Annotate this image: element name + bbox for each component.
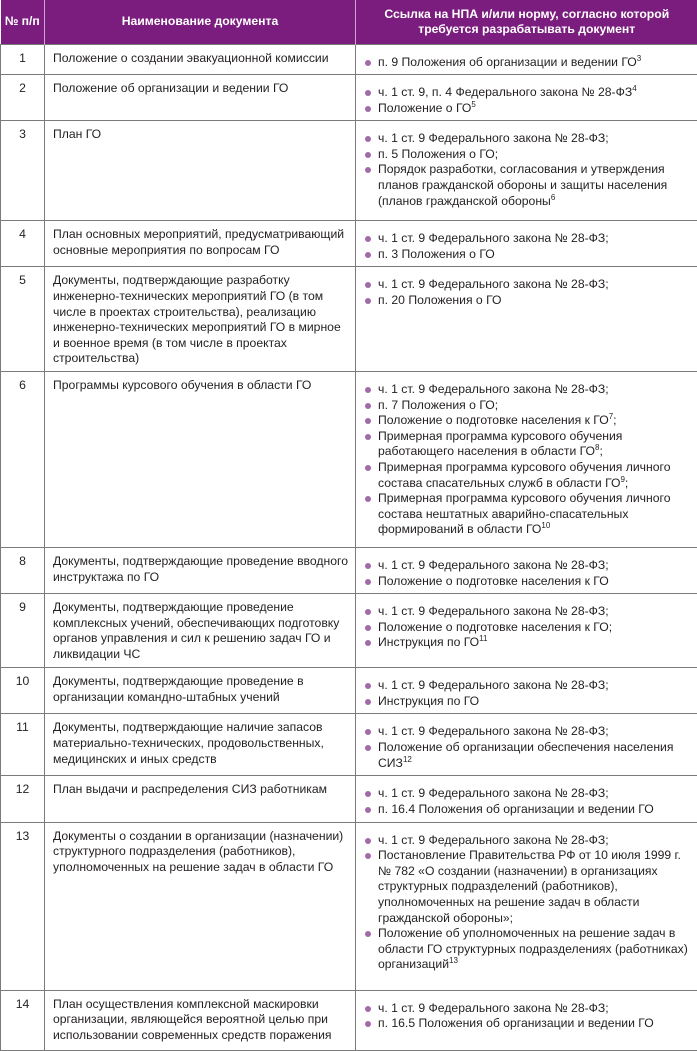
document-name: Документы, подтверждающие наличие запасов материально-технических, продовольственных, медицинских и иных средств <box>45 714 356 776</box>
reference-text: Примерная программа курсового обучения работающего населения в области ГО <box>378 429 622 459</box>
reference-item <box>364 398 691 414</box>
reference-item <box>364 162 691 209</box>
reference-text: ч. 1 ст. 9 Федерального закона № 28-ФЗ; <box>378 231 609 245</box>
legal-references <box>356 267 697 372</box>
reference-list <box>364 55 691 71</box>
footnote-marker: 10 <box>541 521 550 530</box>
reference-item <box>364 724 691 740</box>
document-name: Документы, подтверждающие разработку инженерно-технических мероприятий ГО (в том числе в проектах строительства), реализацию инженерно-технических мероприятий ГО в мирное и военное время (в том числе в проектах строительства) <box>45 267 356 372</box>
reference-item <box>364 382 691 398</box>
reference-item <box>364 558 691 574</box>
document-name: Документы, подтверждающие проведение вводного инструктажа по ГО <box>45 548 356 594</box>
legal-references <box>356 75 697 121</box>
reference-text: ч. 1 ст. 9 Федерального закона № 28-ФЗ; <box>378 1001 609 1015</box>
row-number: 3 <box>1 121 45 221</box>
reference-text: п. 5 Положения о ГО; <box>378 147 498 161</box>
legal-references <box>356 714 697 776</box>
reference-item <box>364 926 691 973</box>
reference-text: п. 3 Положения о ГО <box>378 247 495 261</box>
footnote-marker: 6 <box>551 193 555 202</box>
reference-text: Положение о подготовке населения к ГО <box>378 413 609 427</box>
reference-text: ч. 1 ст. 9, п. 4 Федерального закона № 28-ФЗ <box>378 85 632 99</box>
reference-item <box>364 802 691 818</box>
reference-text: п. 7 Положения о ГО; <box>378 398 498 412</box>
legal-references <box>356 548 697 594</box>
reference-text: Постановление Правительства РФ от 10 июля 1999 г. № 782 «О создании (назначении) в организациях структурных подразделений (работников), уполномоченных на решение задач в области гражданской обороны»; <box>378 848 681 924</box>
reference-item <box>364 101 691 117</box>
reference-item <box>364 231 691 247</box>
reference-list <box>364 382 691 538</box>
reference-text: Порядок разработки, согласования и утверждения планов гражданской обороны и защиты населения (планов гражданской обороны <box>378 162 667 207</box>
reference-text: Положение об уполномоченных на решение задач в области ГО структурных подразделениях (работниках) организаций <box>378 926 688 971</box>
reference-text: п. 16.4 Положения об организации и ведении ГО <box>378 802 654 816</box>
reference-list <box>364 231 691 262</box>
header-legal-reference: Ссылка на НПА и/или норму, согласно которой требуется разрабатывать документ <box>356 0 697 44</box>
reference-text: ч. 1 ст. 9 Федерального закона № 28-ФЗ; <box>378 678 609 692</box>
document-name: Программы курсового обучения в области ГО <box>45 372 356 548</box>
table-row <box>1 75 697 121</box>
table-row <box>1 594 697 668</box>
legal-references <box>356 776 697 822</box>
reference-item <box>364 460 691 491</box>
document-name: Документы, подтверждающие проведение комплексных учений, обеспечивающих подготовку органов управления и сил к решению задач ГО и ликвидации ЧС <box>45 594 356 668</box>
reference-text: ч. 1 ст. 9 Федерального закона № 28-ФЗ; <box>378 131 609 145</box>
reference-list <box>364 724 691 771</box>
footnote-marker: 7 <box>609 412 613 421</box>
legal-references <box>356 372 697 548</box>
reference-text: Положение о подготовке населения к ГО; <box>378 620 612 634</box>
footnote-marker: 4 <box>632 84 636 93</box>
row-number: 14 <box>1 990 45 1050</box>
reference-text: ч. 1 ст. 9 Федерального закона № 28-ФЗ; <box>378 833 609 847</box>
reference-list <box>364 277 691 308</box>
reference-list <box>364 131 691 209</box>
footnote-marker: 11 <box>479 634 487 643</box>
row-number: 10 <box>1 668 45 714</box>
table-row <box>1 990 697 1050</box>
row-number: 2 <box>1 75 45 121</box>
document-name: План осуществления комплексной маскировки организации, являющейся вероятной целью при использовании современных средств поражения <box>45 990 356 1050</box>
reference-list <box>364 678 691 709</box>
reference-item <box>364 85 691 101</box>
reference-punctuation: ; <box>625 476 628 490</box>
reference-item <box>364 1001 691 1017</box>
legal-references <box>356 121 697 221</box>
reference-item <box>364 429 691 460</box>
reference-punctuation: ; <box>613 413 616 427</box>
reference-item <box>364 694 691 710</box>
row-number: 4 <box>1 221 45 267</box>
row-number: 12 <box>1 776 45 822</box>
reference-list <box>364 833 691 973</box>
reference-text: Примерная программа курсового обучения личного состава нештатных аварийно-спасательных формирований в области ГО <box>378 491 671 536</box>
header-document-name: Наименование документа <box>45 0 356 44</box>
footnote-marker: 13 <box>449 956 458 965</box>
reference-punctuation: ; <box>600 444 603 458</box>
reference-text: Инструкция по ГО <box>378 694 479 708</box>
table-row <box>1 776 697 822</box>
reference-text: ч. 1 ст. 9 Федерального закона № 28-ФЗ; <box>378 277 609 291</box>
row-number: 8 <box>1 548 45 594</box>
reference-item <box>364 413 691 429</box>
row-number: 6 <box>1 372 45 548</box>
reference-item <box>364 740 691 771</box>
table-row <box>1 44 697 75</box>
reference-item <box>364 848 691 926</box>
reference-text: п. 16.5 Положения об организации и ведении ГО <box>378 1016 654 1030</box>
reference-item <box>364 574 691 590</box>
row-number: 11 <box>1 714 45 776</box>
reference-item <box>364 147 691 163</box>
footnote-marker: 8 <box>595 443 599 452</box>
reference-item <box>364 491 691 538</box>
reference-text: Положение о подготовке населения к ГО <box>378 574 609 588</box>
table-row <box>1 121 697 221</box>
reference-text: Примерная программа курсового обучения личного состава спасательных служб в области ГО <box>378 460 671 490</box>
header-num: № п/п <box>1 0 45 44</box>
document-name: Положение об организации и ведении ГО <box>45 75 356 121</box>
reference-text: ч. 1 ст. 9 Федерального закона № 28-ФЗ; <box>378 382 609 396</box>
footnote-marker: 9 <box>620 475 624 484</box>
document-name: Документы о создании в организации (назначении) структурного подразделения (работников), уполномоченных на решение задач в области ГО <box>45 822 356 990</box>
reference-text: Положение об организации обеспечения населения СИЗ <box>378 740 673 770</box>
legal-references <box>356 44 697 75</box>
legal-references <box>356 822 697 990</box>
legal-references <box>356 668 697 714</box>
legal-references <box>356 221 697 267</box>
reference-list <box>364 558 691 589</box>
document-name: План основных мероприятий, предусматривающий основные мероприятия по вопросам ГО <box>45 221 356 267</box>
reference-item <box>364 604 691 620</box>
row-number: 9 <box>1 594 45 668</box>
reference-item <box>364 277 691 293</box>
table-row <box>1 668 697 714</box>
reference-list <box>364 1001 691 1032</box>
footnote-marker: 5 <box>471 100 475 109</box>
table-body <box>1 44 697 1050</box>
legal-references <box>356 990 697 1050</box>
row-number: 5 <box>1 267 45 372</box>
row-number: 13 <box>1 822 45 990</box>
reference-list <box>364 786 691 817</box>
table-header-row <box>1 0 697 44</box>
document-name: Документы, подтверждающие проведение в организации командно-штабных учений <box>45 668 356 714</box>
reference-item <box>364 620 691 636</box>
reference-text: ч. 1 ст. 9 Федерального закона № 28-ФЗ; <box>378 558 609 572</box>
table-row <box>1 221 697 267</box>
document-name: Положение о создании эвакуационной комиссии <box>45 44 356 75</box>
reference-text: п. 20 Положения о ГО <box>378 293 502 307</box>
reference-item <box>364 247 691 263</box>
footnote-marker: 3 <box>637 53 641 62</box>
table-row <box>1 548 697 594</box>
table-row <box>1 714 697 776</box>
reference-text: Инструкция по ГО <box>378 635 479 649</box>
reference-item <box>364 131 691 147</box>
reference-text: ч. 1 ст. 9 Федерального закона № 28-ФЗ; <box>378 724 609 738</box>
reference-list <box>364 85 691 116</box>
table-row <box>1 372 697 548</box>
reference-text: ч. 1 ст. 9 Федерального закона № 28-ФЗ; <box>378 604 609 618</box>
legal-references <box>356 594 697 668</box>
reference-text: п. 9 Положения об организации и ведении ГО <box>378 55 637 69</box>
document-name: План ГО <box>45 121 356 221</box>
reference-item <box>364 293 691 309</box>
footnote-marker: 12 <box>403 755 412 764</box>
reference-text: ч. 1 ст. 9 Федерального закона № 28-ФЗ; <box>378 786 609 800</box>
reference-item <box>364 635 691 651</box>
document-name: План выдачи и распределения СИЗ работникам <box>45 776 356 822</box>
table-row <box>1 267 697 372</box>
reference-item <box>364 678 691 694</box>
reference-item <box>364 833 691 849</box>
reference-item <box>364 55 691 71</box>
reference-text: Положение о ГО <box>378 101 471 115</box>
reference-list <box>364 604 691 651</box>
reference-item <box>364 786 691 802</box>
table-row <box>1 822 697 990</box>
row-number: 1 <box>1 44 45 75</box>
